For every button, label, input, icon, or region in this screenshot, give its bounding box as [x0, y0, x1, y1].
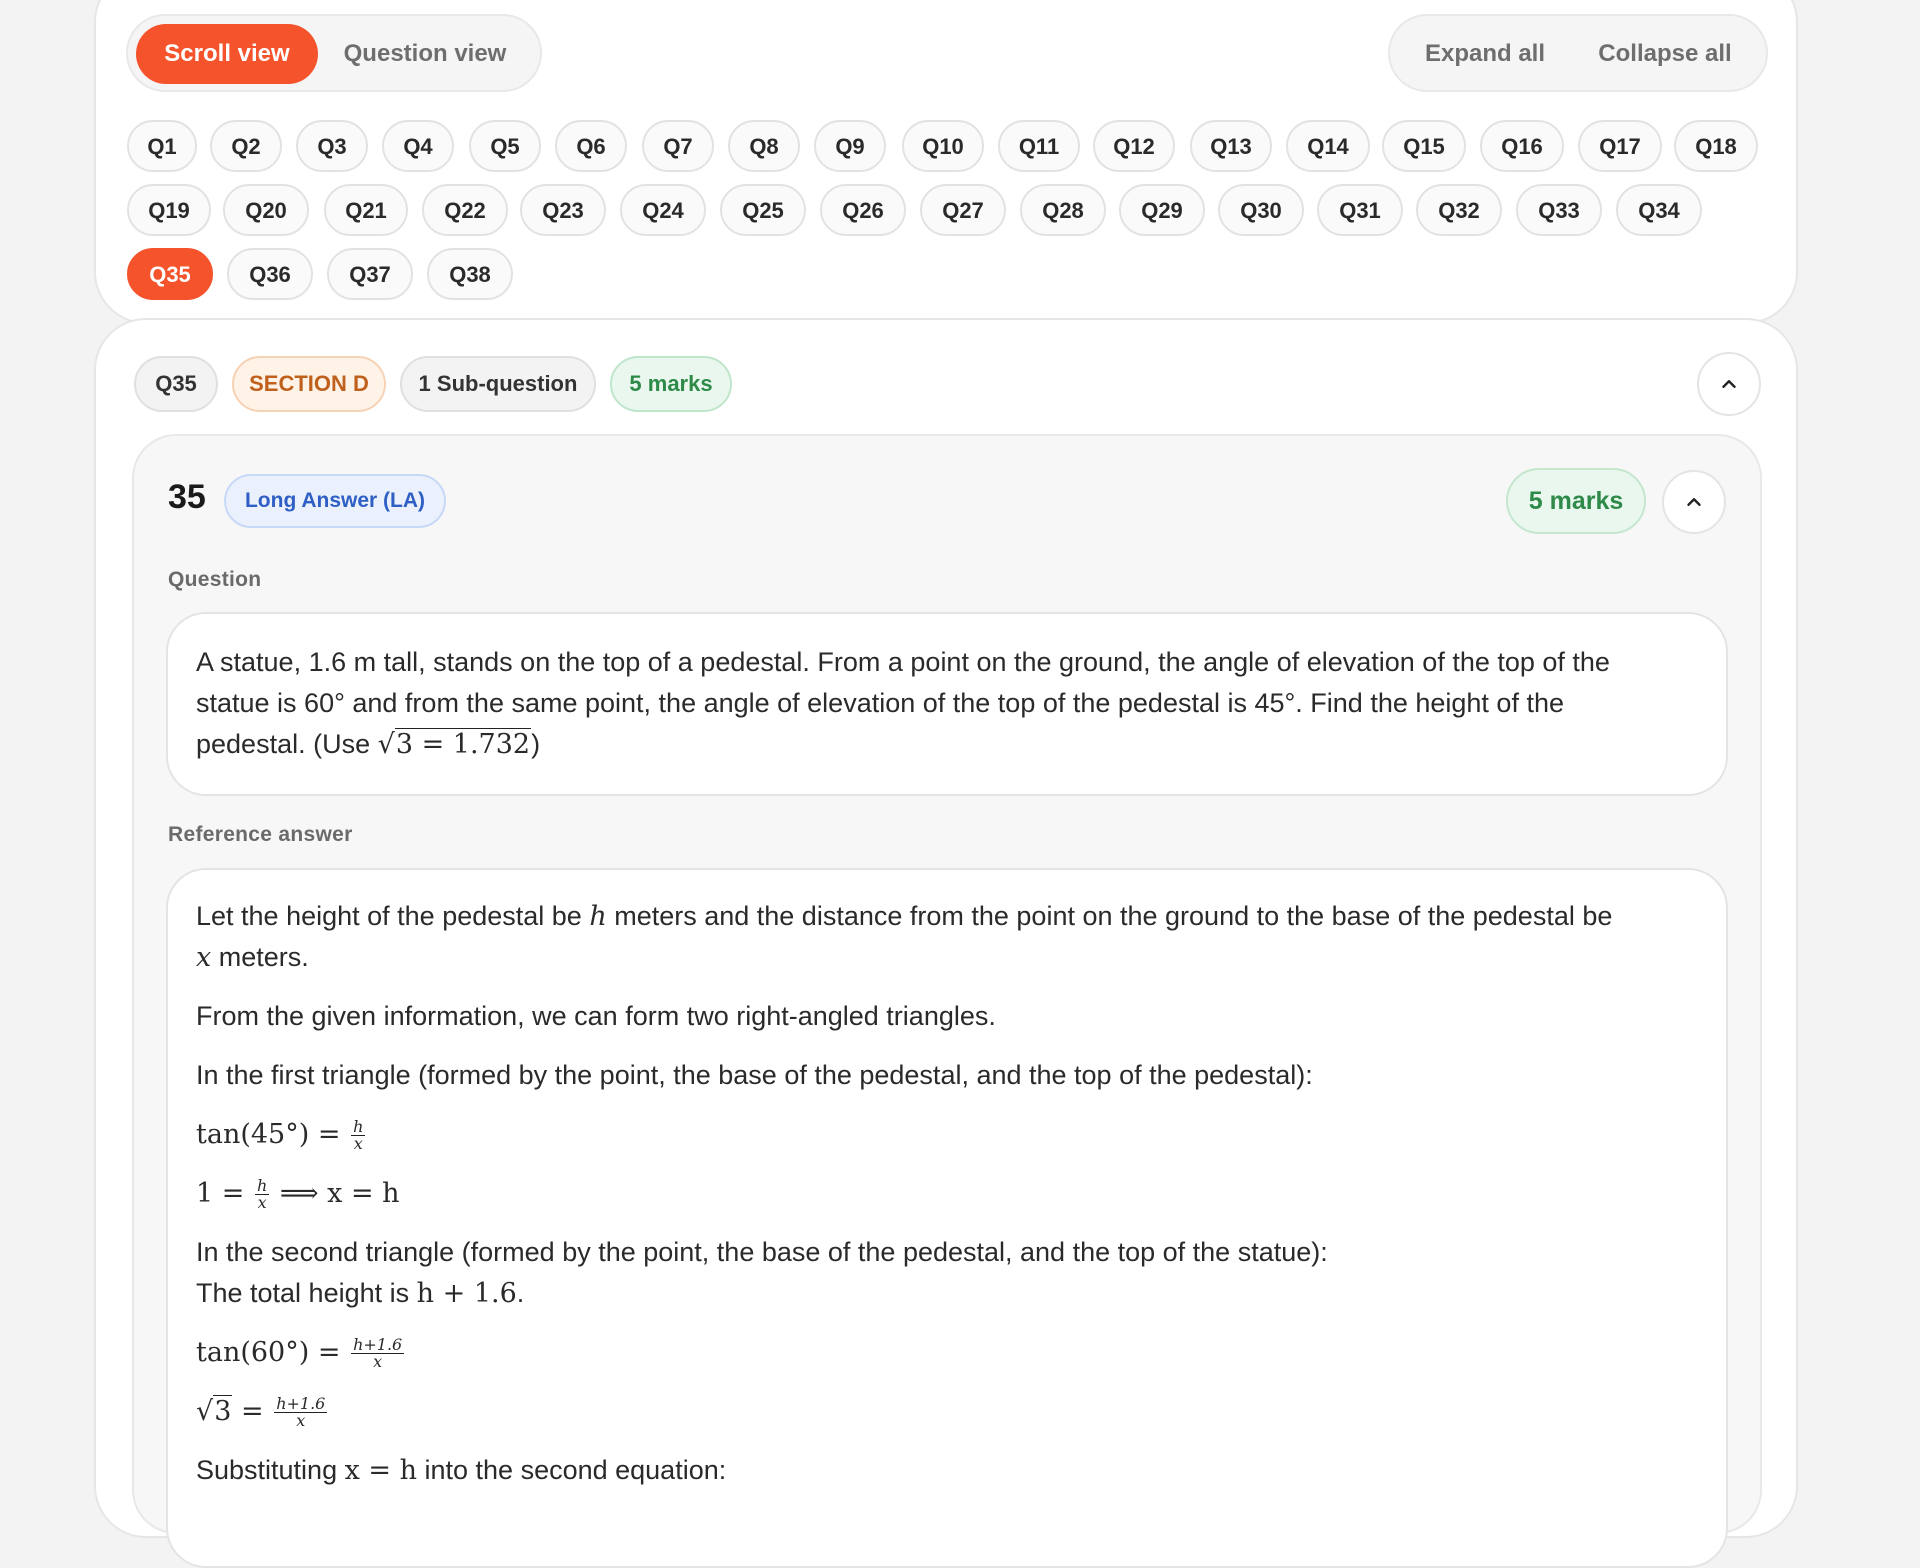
question-chip-q28[interactable]: Q28 — [1020, 184, 1106, 236]
question-chip-q13[interactable]: Q13 — [1190, 120, 1272, 172]
answer-text-segment: The total height is — [196, 1278, 417, 1308]
question-chip-q9[interactable]: Q9 — [814, 120, 886, 172]
fraction-numerator: h — [256, 1176, 268, 1195]
question-chip-q23[interactable]: Q23 — [520, 184, 606, 236]
answer-paragraph — [196, 1450, 1696, 1491]
question-chip-q18[interactable]: Q18 — [1674, 120, 1758, 172]
fraction-numerator: h+1.6 — [276, 1394, 326, 1413]
answer-paragraph — [196, 1273, 1696, 1314]
question-text-line — [196, 724, 1696, 765]
question-chip-q15[interactable]: Q15 — [1382, 120, 1466, 172]
subquestion-count-tag: 1 Sub-question — [400, 356, 596, 412]
question-type-badge: Long Answer (LA) — [224, 474, 446, 528]
question-chip-q30[interactable]: Q30 — [1218, 184, 1304, 236]
fraction-denominator: x — [373, 1352, 383, 1371]
answer-text-segment: into the second equation: — [417, 1455, 727, 1485]
question-text-line: statue is 60° and from the same point, the angle of elevation of the top of the pedestal is 45°. Find the height of the — [196, 688, 1564, 718]
question-chip-q5[interactable]: Q5 — [469, 120, 541, 172]
subquestion-marks-badge: 5 marks — [1506, 468, 1646, 534]
question-chip-q31[interactable]: Q31 — [1317, 184, 1403, 236]
equation-rhs: ⟹ x = h — [271, 1178, 400, 1209]
answer-text-segment: meters and the distance from the point on the ground to the base of the pedestal be — [606, 901, 1613, 931]
question-chip-q7[interactable]: Q7 — [642, 120, 714, 172]
fraction-denominator: x — [257, 1193, 267, 1212]
question-chip-q21[interactable]: Q21 — [324, 184, 408, 236]
question-id-tag: Q35 — [134, 356, 218, 412]
answer-paragraph: In the second triangle (formed by the point, the base of the pedestal, and the top of the statue): — [196, 1237, 1328, 1267]
section-tag: SECTION D — [232, 356, 386, 412]
chevron-up-icon — [1718, 373, 1740, 395]
expand-collapse-toggle — [1388, 14, 1768, 92]
sqrt-expression: √3 = 1.732 — [377, 729, 531, 760]
answer-text-segment: meters. — [211, 942, 309, 972]
answer-paragraph — [196, 937, 1696, 978]
equation — [196, 1391, 1696, 1432]
equation — [196, 1332, 1696, 1373]
scroll-view-button[interactable]: Scroll view — [136, 24, 318, 84]
collapse-all-button[interactable]: Collapse all — [1598, 40, 1732, 67]
question-chip-q37[interactable]: Q37 — [327, 248, 413, 300]
reference-answer-label: Reference answer — [168, 823, 353, 846]
sqrt-radicand: 3 — [214, 1396, 232, 1427]
question-chip-q4[interactable]: Q4 — [382, 120, 454, 172]
math-expression: x = h — [344, 1455, 417, 1486]
equation-lhs: tan(60°) = — [196, 1337, 350, 1368]
question-chip-q38[interactable]: Q38 — [427, 248, 513, 300]
fraction — [274, 1396, 327, 1429]
fraction-numerator: h+1.6 — [353, 1335, 403, 1354]
view-toggle — [126, 14, 542, 92]
fraction-numerator: h — [353, 1117, 364, 1136]
question-chip-q6[interactable]: Q6 — [555, 120, 627, 172]
sqrt-radicand: 3 = 1.732 — [395, 729, 531, 760]
math-expression: h + 1.6 — [416, 1278, 517, 1309]
question-chip-q14[interactable]: Q14 — [1286, 120, 1370, 172]
sqrt-expression: √3 — [196, 1396, 232, 1427]
question-label: Question — [168, 568, 262, 591]
fraction — [351, 1337, 404, 1370]
fraction — [351, 1119, 365, 1152]
question-number: 35 — [168, 478, 206, 516]
question-chip-q36[interactable]: Q36 — [227, 248, 313, 300]
marks-tag: 5 marks — [610, 356, 732, 412]
fraction-denominator: x — [296, 1411, 306, 1430]
question-chip-q25[interactable]: Q25 — [720, 184, 806, 236]
question-chip-q12[interactable]: Q12 — [1093, 120, 1175, 172]
question-chip-q33[interactable]: Q33 — [1516, 184, 1602, 236]
question-chip-q16[interactable]: Q16 — [1480, 120, 1564, 172]
question-chip-q34[interactable]: Q34 — [1616, 184, 1702, 236]
question-text-line: A statue, 1.6 m tall, stands on the top of a pedestal. From a point on the ground, the angle of elevation of the top of the — [196, 647, 1610, 677]
answer-paragraph — [196, 896, 1696, 937]
question-text-segment: pedestal. (Use — [196, 729, 378, 759]
question-chip-q20[interactable]: Q20 — [223, 184, 309, 236]
math-variable: x — [196, 942, 212, 973]
fraction — [255, 1178, 269, 1211]
chevron-up-icon — [1683, 491, 1705, 513]
reference-answer-text — [196, 896, 1696, 1491]
question-chip-q17[interactable]: Q17 — [1578, 120, 1662, 172]
math-variable: h — [589, 901, 607, 932]
expand-all-button[interactable]: Expand all — [1424, 40, 1546, 67]
answer-text-segment: Substituting — [196, 1455, 345, 1485]
question-chip-q35[interactable]: Q35 — [127, 248, 213, 300]
question-chip-q26[interactable]: Q26 — [820, 184, 906, 236]
question-chip-q10[interactable]: Q10 — [902, 120, 984, 172]
answer-paragraph: From the given information, we can form two right-angled triangles. — [196, 1001, 996, 1031]
equation-lhs: 1 = — [196, 1178, 253, 1209]
equation — [196, 1173, 1696, 1214]
answer-text-segment: . — [516, 1278, 525, 1308]
equation-lhs: tan(45°) = — [196, 1119, 350, 1150]
question-text-segment: ) — [531, 729, 541, 759]
question-chip-q11[interactable]: Q11 — [998, 120, 1080, 172]
equation — [196, 1114, 1696, 1155]
question-chip-q32[interactable]: Q32 — [1416, 184, 1502, 236]
collapse-subquestion-button[interactable] — [1662, 470, 1726, 534]
answer-text-segment: Let the height of the pedestal be — [196, 901, 590, 931]
question-chip-q27[interactable]: Q27 — [920, 184, 1006, 236]
question-chip-q24[interactable]: Q24 — [620, 184, 706, 236]
collapse-question-button[interactable] — [1697, 352, 1761, 416]
question-chip-q29[interactable]: Q29 — [1119, 184, 1205, 236]
question-text — [196, 642, 1696, 765]
question-chip-q1[interactable]: Q1 — [127, 120, 197, 172]
question-chip-q22[interactable]: Q22 — [422, 184, 508, 236]
question-view-button[interactable]: Question view — [343, 40, 507, 67]
question-chip-q19[interactable]: Q19 — [127, 184, 211, 236]
answer-paragraph: In the first triangle (formed by the point, the base of the pedestal, and the top of the pedestal): — [196, 1060, 1313, 1090]
equation-lhs: = — [232, 1396, 273, 1427]
question-chip-q8[interactable]: Q8 — [728, 120, 800, 172]
question-chip-q2[interactable]: Q2 — [210, 120, 282, 172]
question-chip-q3[interactable]: Q3 — [296, 120, 368, 172]
fraction-denominator: x — [353, 1134, 363, 1153]
